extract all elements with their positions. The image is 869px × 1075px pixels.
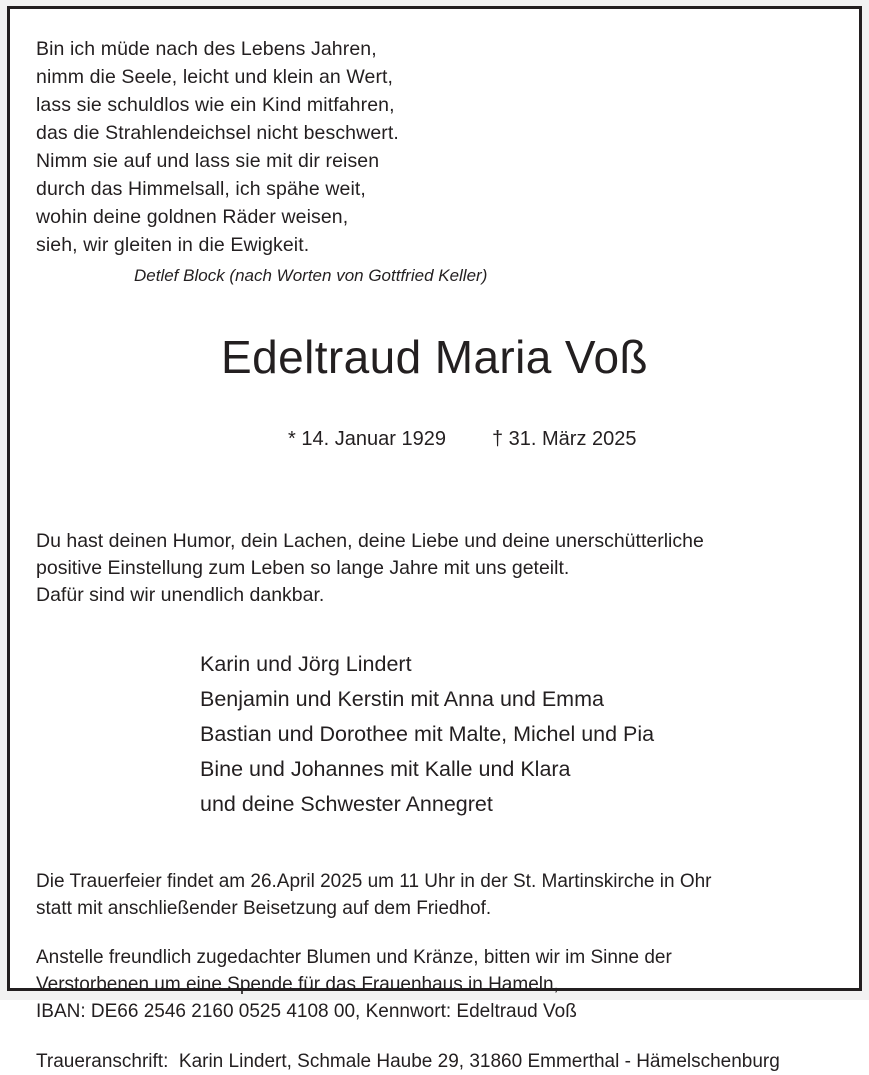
tribute-line: positive Einstellung zum Leben so lange Jahre mit uns geteilt. <box>36 557 570 579</box>
donation-block <box>10 944 859 1025</box>
obituary-notice-body <box>10 9 859 1072</box>
death-cross-icon: † <box>491 428 504 450</box>
poem-line: sieh, wir gleiten in die Ewigkeit. <box>36 234 310 256</box>
family-line: Benjamin und Kerstin mit Anna und Emma <box>200 687 604 711</box>
deceased-name-block <box>10 330 859 478</box>
service-line: Die Trauerfeier findet am 26.April 2025 um 11 Uhr in der St. Martinskirche in Ohr <box>36 871 712 892</box>
donation-line: Verstorbenen um eine Spende für das Frauenhaus in Hameln, <box>36 974 559 995</box>
family-line: Bine und Johannes mit Kalle und Klara <box>200 757 571 781</box>
birth-date-group <box>288 428 446 450</box>
poem-line: Bin ich müde nach des Lebens Jahren, <box>36 38 377 60</box>
deceased-name: Edeltraud Maria Voß <box>221 331 648 383</box>
obituary-notice-frame <box>7 6 862 1072</box>
condolence-address-block <box>10 1048 859 1075</box>
donation-iban-line: IBAN: DE66 2546 2160 0525 4108 00, Kennwort: Edeltraud Voß <box>36 1001 577 1022</box>
death-date: 31. März 2025 <box>508 428 637 450</box>
family-line: und deine Schwester Annegret <box>200 792 493 816</box>
poem-line: nimm die Seele, leicht und klein an Wert, <box>36 66 394 88</box>
poem-attribution: Detlef Block (nach Worten von Gottfried Keller) <box>134 266 488 285</box>
tribute-block <box>10 528 859 609</box>
family-line: Bastian und Dorothee mit Malte, Michel und Pia <box>200 722 655 746</box>
poem-line: das die Strahlendeichsel nicht beschwert. <box>36 122 399 144</box>
tribute-line: Dafür sind wir unendlich dankbar. <box>36 584 325 606</box>
poem-block <box>10 9 859 288</box>
donation-line: Anstelle freundlich zugedachter Blumen und Kränze, bitten wir im Sinne der <box>36 947 672 968</box>
service-line: statt mit anschließender Beisetzung auf dem Friedhof. <box>36 898 492 919</box>
birth-star-icon: * <box>288 428 296 450</box>
condolence-address-line: Traueranschrift: Karin Lindert, Schmale Haube 29, 31860 Emmerthal - Hämelschenburg <box>36 1051 780 1072</box>
poem-line: lass sie schuldlos wie ein Kind mitfahren, <box>36 94 395 116</box>
poem-line: durch das Himmelsall, ich spähe weit, <box>36 178 366 200</box>
service-details-block <box>10 868 859 922</box>
deceased-dates <box>10 400 859 478</box>
poem-line: wohin deine goldnen Räder weisen, <box>36 206 349 228</box>
family-block <box>10 647 859 822</box>
family-line: Karin und Jörg Lindert <box>200 652 412 676</box>
death-date-group <box>492 428 637 450</box>
birth-date: 14. Januar 1929 <box>301 428 446 450</box>
tribute-line: Du hast deinen Humor, dein Lachen, deine Liebe und deine unerschütterliche <box>36 530 704 552</box>
poem-line: Nimm sie auf und lass sie mit dir reisen <box>36 150 380 172</box>
